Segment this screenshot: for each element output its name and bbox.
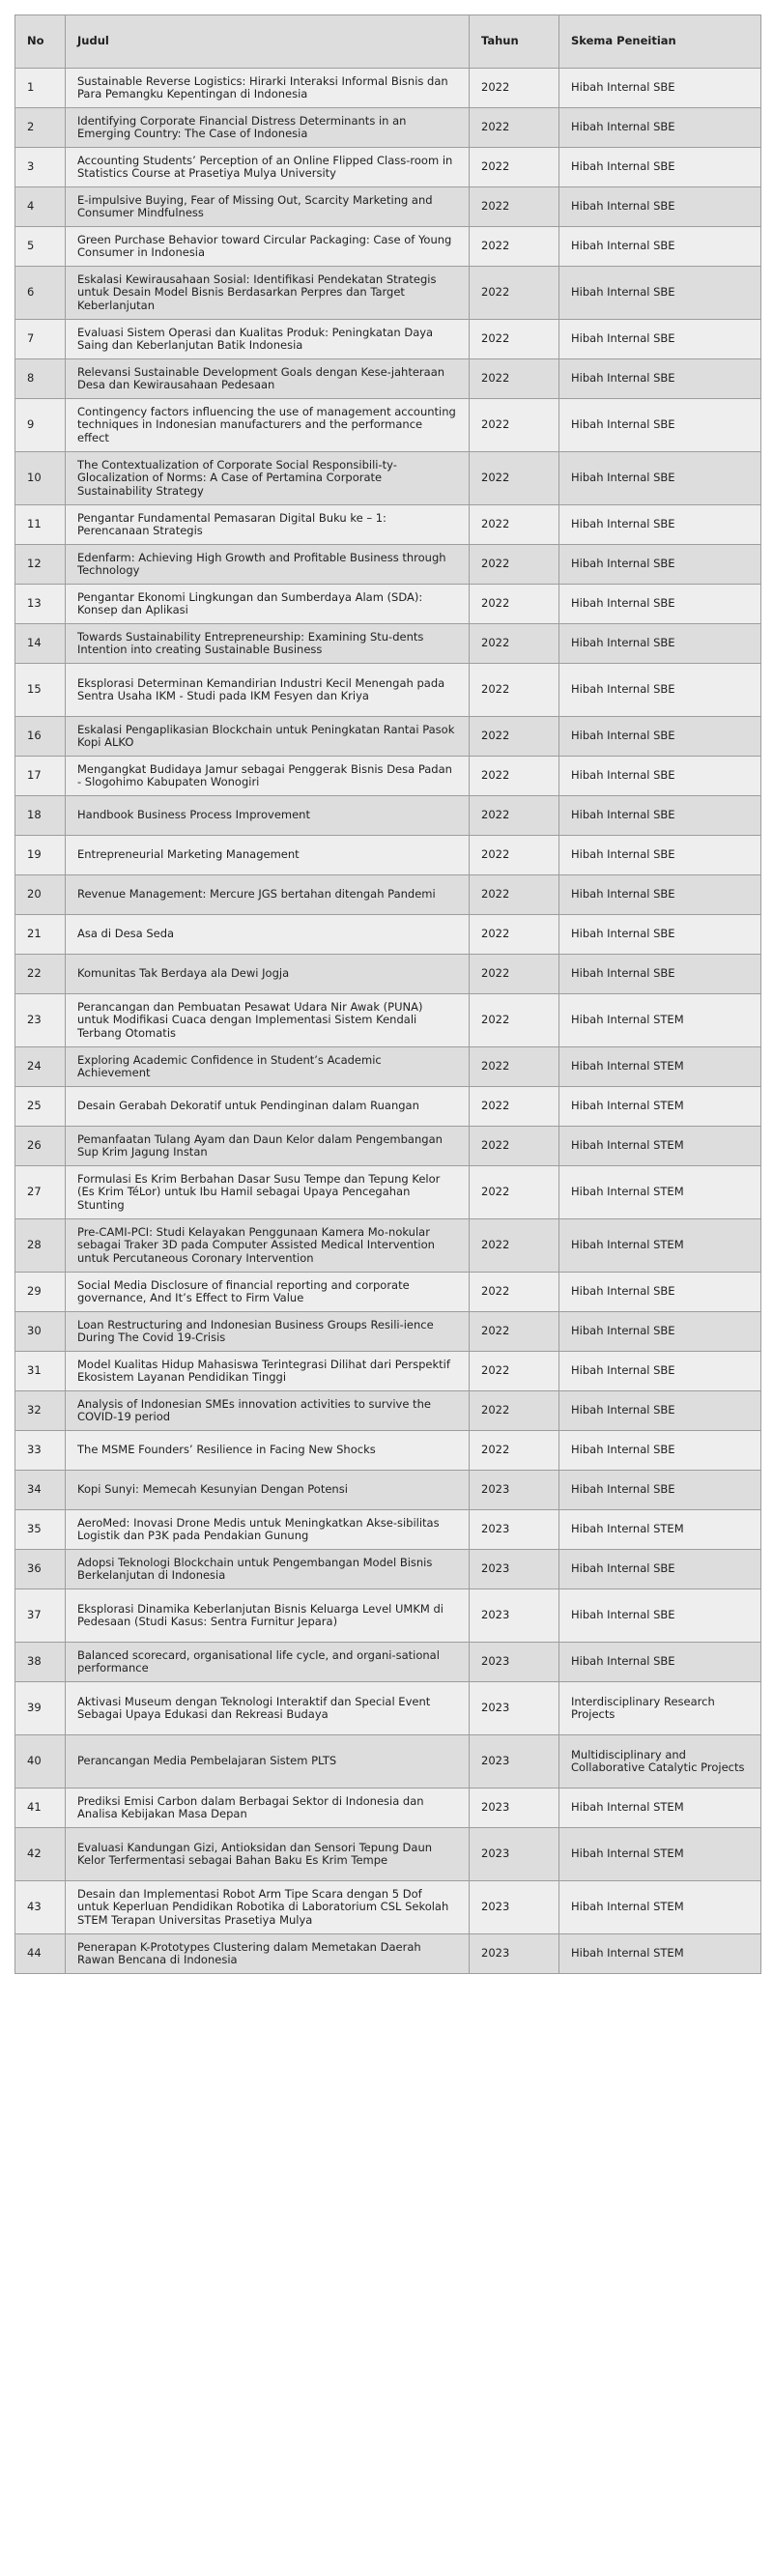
cell-skema: Hibah Internal SBE xyxy=(559,875,761,915)
cell-no: 13 xyxy=(15,585,66,624)
cell-tahun: 2023 xyxy=(470,1828,559,1881)
cell-no: 16 xyxy=(15,717,66,757)
cell-skema: Hibah Internal SBE xyxy=(559,955,761,994)
cell-skema: Hibah Internal SBE xyxy=(559,757,761,796)
table-row xyxy=(15,1352,761,1391)
table-row xyxy=(15,320,761,359)
cell-no: 6 xyxy=(15,267,66,320)
cell-no: 22 xyxy=(15,955,66,994)
cell-skema: Hibah Internal SBE xyxy=(559,320,761,359)
cell-judul: Eksplorasi Dinamika Keberlanjutan Bisnis Keluarga Level UMKM di Pedesaan (Studi Kasus: Sentra Furnitur Jepara) xyxy=(66,1589,470,1643)
cell-skema: Hibah Internal STEM xyxy=(559,994,761,1047)
table-row xyxy=(15,1431,761,1471)
cell-tahun: 2022 xyxy=(470,267,559,320)
table-row xyxy=(15,994,761,1047)
cell-skema: Hibah Internal STEM xyxy=(559,1219,761,1273)
cell-judul: Pengantar Fundamental Pemasaran Digital Buku ke – 1: Perencanaan Strategis xyxy=(66,505,470,545)
table-row xyxy=(15,1087,761,1127)
cell-tahun: 2022 xyxy=(470,915,559,955)
cell-tahun: 2022 xyxy=(470,717,559,757)
cell-judul: Edenfarm: Achieving High Growth and Profitable Business through Technology xyxy=(66,545,470,585)
table-row xyxy=(15,1219,761,1273)
cell-no: 18 xyxy=(15,796,66,836)
cell-no: 29 xyxy=(15,1273,66,1312)
cell-judul: Relevansi Sustainable Development Goals dengan Kese-jahteraan Desa dan Kewirausahaan Pedesaan xyxy=(66,359,470,399)
cell-skema: Hibah Internal SBE xyxy=(559,1352,761,1391)
research-table xyxy=(14,14,761,1974)
table-row xyxy=(15,1127,761,1166)
cell-tahun: 2022 xyxy=(470,585,559,624)
cell-judul: Formulasi Es Krim Berbahan Dasar Susu Tempe dan Tepung Kelor (Es Krim TéLor) untuk Ibu Hamil sebagai Upaya Pencegahan Stunting xyxy=(66,1166,470,1219)
cell-no: 37 xyxy=(15,1589,66,1643)
cell-tahun: 2022 xyxy=(470,1352,559,1391)
table-row xyxy=(15,1828,761,1881)
cell-skema: Hibah Internal STEM xyxy=(559,1166,761,1219)
cell-tahun: 2023 xyxy=(470,1510,559,1550)
cell-no: 27 xyxy=(15,1166,66,1219)
cell-skema: Hibah Internal SBE xyxy=(559,1391,761,1431)
cell-skema: Hibah Internal SBE xyxy=(559,227,761,267)
cell-no: 43 xyxy=(15,1881,66,1934)
cell-no: 5 xyxy=(15,227,66,267)
cell-judul: Pengantar Ekonomi Lingkungan dan Sumberdaya Alam (SDA): Konsep dan Aplikasi xyxy=(66,585,470,624)
cell-no: 2 xyxy=(15,108,66,148)
cell-no: 21 xyxy=(15,915,66,955)
table-row xyxy=(15,1273,761,1312)
cell-judul: Pre-CAMI-PCI: Studi Kelayakan Penggunaan Kamera Mo-nokular sebagai Traker 3D pada Computer Assisted Medical Intervention untuk Percutaneous Coronary Intervention xyxy=(66,1219,470,1273)
cell-skema: Hibah Internal SBE xyxy=(559,1431,761,1471)
cell-judul: Asa di Desa Seda xyxy=(66,915,470,955)
cell-judul: Accounting Students’ Perception of an Online Flipped Class-room in Statistics Course at Prasetiya Mulya University xyxy=(66,148,470,187)
table-row xyxy=(15,796,761,836)
cell-tahun: 2022 xyxy=(470,994,559,1047)
table-row xyxy=(15,1047,761,1087)
cell-tahun: 2023 xyxy=(470,1471,559,1510)
cell-tahun: 2022 xyxy=(470,545,559,585)
cell-skema: Hibah Internal SBE xyxy=(559,1589,761,1643)
cell-no: 30 xyxy=(15,1312,66,1352)
cell-judul: Sustainable Reverse Logistics: Hirarki Interaksi Informal Bisnis dan Para Pemangku Kepentingan di Indonesia xyxy=(66,69,470,108)
cell-tahun: 2022 xyxy=(470,452,559,505)
cell-tahun: 2023 xyxy=(470,1682,559,1735)
cell-judul: AeroMed: Inovasi Drone Medis untuk Meningkatkan Akse-sibilitas Logistik dan P3K pada Pendakian Gunung xyxy=(66,1510,470,1550)
cell-judul: Komunitas Tak Berdaya ala Dewi Jogja xyxy=(66,955,470,994)
cell-tahun: 2022 xyxy=(470,399,559,452)
cell-no: 23 xyxy=(15,994,66,1047)
cell-no: 20 xyxy=(15,875,66,915)
cell-skema: Hibah Internal SBE xyxy=(559,148,761,187)
cell-skema: Hibah Internal SBE xyxy=(559,585,761,624)
cell-judul: Loan Restructuring and Indonesian Business Groups Resili-ience During The Covid 19-Crisis xyxy=(66,1312,470,1352)
cell-no: 39 xyxy=(15,1682,66,1735)
cell-judul: E-impulsive Buying, Fear of Missing Out, Scarcity Marketing and Consumer Mindfulness xyxy=(66,187,470,227)
cell-tahun: 2022 xyxy=(470,955,559,994)
cell-no: 15 xyxy=(15,664,66,717)
cell-skema: Hibah Internal STEM xyxy=(559,1127,761,1166)
cell-no: 38 xyxy=(15,1643,66,1682)
cell-judul: Eskalasi Pengaplikasian Blockchain untuk Peningkatan Rantai Pasok Kopi ALKO xyxy=(66,717,470,757)
table-row xyxy=(15,267,761,320)
cell-no: 9 xyxy=(15,399,66,452)
cell-judul: Towards Sustainability Entrepreneurship: Examining Stu-dents Intention into creating Sustainable Business xyxy=(66,624,470,664)
cell-tahun: 2022 xyxy=(470,108,559,148)
cell-skema: Hibah Internal STEM xyxy=(559,1789,761,1828)
cell-judul: Analysis of Indonesian SMEs innovation activities to survive the COVID-19 period xyxy=(66,1391,470,1431)
cell-skema: Hibah Internal SBE xyxy=(559,624,761,664)
cell-judul: Balanced scorecard, organisational life cycle, and organi-sational performance xyxy=(66,1643,470,1682)
cell-skema: Hibah Internal SBE xyxy=(559,1273,761,1312)
cell-judul: Desain dan Implementasi Robot Arm Tipe Scara dengan 5 Dof untuk Keperluan Pendidikan Robotika di Laboratorium CSL Sekolah STEM Terapan Universitas Prasetiya Mulya xyxy=(66,1881,470,1934)
cell-skema: Hibah Internal SBE xyxy=(559,399,761,452)
cell-tahun: 2022 xyxy=(470,664,559,717)
cell-no: 32 xyxy=(15,1391,66,1431)
cell-judul: Pemanfaatan Tulang Ayam dan Daun Kelor dalam Pengembangan Sup Krim Jagung Instan xyxy=(66,1127,470,1166)
cell-judul: Model Kualitas Hidup Mahasiswa Terintegrasi Dilihat dari Perspektif Ekosistem Layanan Pendidikan Tinggi xyxy=(66,1352,470,1391)
table-row xyxy=(15,359,761,399)
cell-judul: Kopi Sunyi: Memecah Kesunyian Dengan Potensi xyxy=(66,1471,470,1510)
research-table-container xyxy=(14,14,760,1974)
cell-no: 44 xyxy=(15,1934,66,1974)
table-row xyxy=(15,545,761,585)
cell-no: 41 xyxy=(15,1789,66,1828)
cell-tahun: 2022 xyxy=(470,227,559,267)
cell-skema: Hibah Internal SBE xyxy=(559,545,761,585)
table-row xyxy=(15,1312,761,1352)
table-row xyxy=(15,148,761,187)
cell-no: 40 xyxy=(15,1735,66,1789)
table-row xyxy=(15,1391,761,1431)
header-tahun: Tahun xyxy=(470,15,559,69)
cell-no: 25 xyxy=(15,1087,66,1127)
cell-skema: Hibah Internal SBE xyxy=(559,1550,761,1589)
cell-judul: Green Purchase Behavior toward Circular Packaging: Case of Young Consumer in Indonesia xyxy=(66,227,470,267)
cell-tahun: 2023 xyxy=(470,1881,559,1934)
cell-judul: Aktivasi Museum dengan Teknologi Interaktif dan Special Event Sebagai Upaya Edukasi dan Rekreasi Budaya xyxy=(66,1682,470,1735)
table-row xyxy=(15,915,761,955)
table-body xyxy=(15,69,761,1974)
cell-tahun: 2022 xyxy=(470,1219,559,1273)
cell-skema: Hibah Internal STEM xyxy=(559,1828,761,1881)
cell-judul: Desain Gerabah Dekoratif untuk Pendinginan dalam Ruangan xyxy=(66,1087,470,1127)
cell-skema: Hibah Internal STEM xyxy=(559,1087,761,1127)
cell-skema: Hibah Internal SBE xyxy=(559,69,761,108)
cell-tahun: 2022 xyxy=(470,624,559,664)
cell-judul: Evaluasi Kandungan Gizi, Antioksidan dan Sensori Tepung Daun Kelor Terfermentasi sebagai Bahan Baku Es Krim Tempe xyxy=(66,1828,470,1881)
cell-skema: Hibah Internal SBE xyxy=(559,452,761,505)
table-row xyxy=(15,585,761,624)
cell-tahun: 2022 xyxy=(470,69,559,108)
cell-no: 42 xyxy=(15,1828,66,1881)
table-row xyxy=(15,1643,761,1682)
cell-skema: Hibah Internal SBE xyxy=(559,267,761,320)
cell-tahun: 2022 xyxy=(470,1047,559,1087)
cell-skema: Hibah Internal SBE xyxy=(559,1471,761,1510)
table-row xyxy=(15,1471,761,1510)
cell-no: 10 xyxy=(15,452,66,505)
table-row xyxy=(15,1881,761,1934)
cell-no: 1 xyxy=(15,69,66,108)
cell-no: 31 xyxy=(15,1352,66,1391)
cell-no: 14 xyxy=(15,624,66,664)
header-judul: Judul xyxy=(66,15,470,69)
cell-judul: Eskalasi Kewirausahaan Sosial: Identifikasi Pendekatan Strategis untuk Desain Model Bisnis Berdasarkan Perpres dan Target Keberlanjutan xyxy=(66,267,470,320)
table-row xyxy=(15,836,761,875)
table-row xyxy=(15,452,761,505)
cell-skema: Hibah Internal STEM xyxy=(559,1510,761,1550)
cell-tahun: 2022 xyxy=(470,1127,559,1166)
cell-no: 19 xyxy=(15,836,66,875)
table-row xyxy=(15,69,761,108)
cell-judul: Social Media Disclosure of financial reporting and corporate governance, And It’s Effect to Firm Value xyxy=(66,1273,470,1312)
table-row xyxy=(15,955,761,994)
cell-judul: Handbook Business Process Improvement xyxy=(66,796,470,836)
header-skema: Skema Peneitian xyxy=(559,15,761,69)
cell-tahun: 2023 xyxy=(470,1550,559,1589)
cell-judul: Perancangan dan Pembuatan Pesawat Udara Nir Awak (PUNA) untuk Modifikasi Cuaca dengan Implementasi Sistem Kendali Terbang Otomatis xyxy=(66,994,470,1047)
cell-judul: Identifying Corporate Financial Distress Determinants in an Emerging Country: The Case of Indonesia xyxy=(66,108,470,148)
cell-skema: Hibah Internal SBE xyxy=(559,796,761,836)
cell-tahun: 2023 xyxy=(470,1735,559,1789)
cell-skema: Hibah Internal SBE xyxy=(559,359,761,399)
cell-tahun: 2022 xyxy=(470,757,559,796)
cell-skema: Hibah Internal STEM xyxy=(559,1047,761,1087)
cell-no: 11 xyxy=(15,505,66,545)
cell-tahun: 2022 xyxy=(470,148,559,187)
cell-no: 3 xyxy=(15,148,66,187)
cell-judul: Revenue Management: Mercure JGS bertahan ditengah Pandemi xyxy=(66,875,470,915)
cell-skema: Hibah Internal SBE xyxy=(559,836,761,875)
table-row xyxy=(15,1589,761,1643)
cell-tahun: 2023 xyxy=(470,1643,559,1682)
cell-no: 24 xyxy=(15,1047,66,1087)
header-row xyxy=(15,15,761,69)
cell-skema: Hibah Internal SBE xyxy=(559,505,761,545)
cell-skema: Hibah Internal STEM xyxy=(559,1881,761,1934)
table-row xyxy=(15,1550,761,1589)
cell-skema: Hibah Internal SBE xyxy=(559,1643,761,1682)
cell-tahun: 2023 xyxy=(470,1934,559,1974)
cell-tahun: 2022 xyxy=(470,1312,559,1352)
cell-no: 33 xyxy=(15,1431,66,1471)
header-no: No xyxy=(15,15,66,69)
cell-judul: Contingency factors influencing the use of management accounting techniques in Indonesian manufacturers and the performance effect xyxy=(66,399,470,452)
cell-tahun: 2022 xyxy=(470,1166,559,1219)
cell-judul: Entrepreneurial Marketing Management xyxy=(66,836,470,875)
cell-tahun: 2022 xyxy=(470,359,559,399)
cell-no: 28 xyxy=(15,1219,66,1273)
table-row xyxy=(15,1510,761,1550)
cell-no: 26 xyxy=(15,1127,66,1166)
cell-tahun: 2022 xyxy=(470,1431,559,1471)
cell-skema: Hibah Internal SBE xyxy=(559,915,761,955)
cell-no: 7 xyxy=(15,320,66,359)
cell-skema: Hibah Internal SBE xyxy=(559,187,761,227)
table-row xyxy=(15,757,761,796)
cell-tahun: 2023 xyxy=(470,1789,559,1828)
cell-tahun: 2022 xyxy=(470,187,559,227)
cell-judul: Adopsi Teknologi Blockchain untuk Pengembangan Model Bisnis Berkelanjutan di Indonesia xyxy=(66,1550,470,1589)
cell-tahun: 2022 xyxy=(470,320,559,359)
cell-no: 12 xyxy=(15,545,66,585)
cell-tahun: 2022 xyxy=(470,836,559,875)
table-row xyxy=(15,1682,761,1735)
cell-judul: The MSME Founders’ Resilience in Facing New Shocks xyxy=(66,1431,470,1471)
cell-skema: Hibah Internal SBE xyxy=(559,717,761,757)
cell-judul: Eksplorasi Determinan Kemandirian Industri Kecil Menengah pada Sentra Usaha IKM - Studi pada IKM Fesyen dan Kriya xyxy=(66,664,470,717)
table-row xyxy=(15,717,761,757)
cell-tahun: 2022 xyxy=(470,1273,559,1312)
cell-skema: Hibah Internal SBE xyxy=(559,1312,761,1352)
table-row xyxy=(15,399,761,452)
table-row xyxy=(15,664,761,717)
table-row xyxy=(15,108,761,148)
cell-judul: Prediksi Emisi Carbon dalam Berbagai Sektor di Indonesia dan Analisa Kebijakan Masa Depan xyxy=(66,1789,470,1828)
cell-no: 35 xyxy=(15,1510,66,1550)
table-row xyxy=(15,1789,761,1828)
cell-tahun: 2022 xyxy=(470,505,559,545)
table-row xyxy=(15,875,761,915)
cell-judul: Perancangan Media Pembelajaran Sistem PLTS xyxy=(66,1735,470,1789)
cell-judul: The Contextualization of Corporate Social Responsibili-ty-Glocalization of Norms: A Case of Pertamina Corporate Sustainability Strategy xyxy=(66,452,470,505)
cell-no: 36 xyxy=(15,1550,66,1589)
cell-skema: Interdisciplinary Research Projects xyxy=(559,1682,761,1735)
table-row xyxy=(15,1735,761,1789)
cell-tahun: 2022 xyxy=(470,875,559,915)
table-row xyxy=(15,505,761,545)
table-row xyxy=(15,1934,761,1974)
cell-skema: Hibah Internal STEM xyxy=(559,1934,761,1974)
cell-judul: Evaluasi Sistem Operasi dan Kualitas Produk: Peningkatan Daya Saing dan Keberlanjutan Batik Indonesia xyxy=(66,320,470,359)
cell-skema: Hibah Internal SBE xyxy=(559,108,761,148)
cell-judul: Penerapan K-Prototypes Clustering dalam Memetakan Daerah Rawan Bencana di Indonesia xyxy=(66,1934,470,1974)
cell-judul: Exploring Academic Confidence in Student’s Academic Achievement xyxy=(66,1047,470,1087)
cell-no: 4 xyxy=(15,187,66,227)
cell-tahun: 2022 xyxy=(470,796,559,836)
table-row xyxy=(15,187,761,227)
cell-no: 8 xyxy=(15,359,66,399)
cell-skema: Hibah Internal SBE xyxy=(559,664,761,717)
table-row xyxy=(15,1166,761,1219)
cell-skema: Multidisciplinary and Collaborative Catalytic Projects xyxy=(559,1735,761,1789)
table-header xyxy=(15,15,761,69)
table-row xyxy=(15,624,761,664)
cell-no: 17 xyxy=(15,757,66,796)
cell-no: 34 xyxy=(15,1471,66,1510)
cell-judul: Mengangkat Budidaya Jamur sebagai Penggerak Bisnis Desa Padan - Slogohimo Kabupaten Wonogiri xyxy=(66,757,470,796)
table-row xyxy=(15,227,761,267)
cell-tahun: 2023 xyxy=(470,1589,559,1643)
cell-tahun: 2022 xyxy=(470,1087,559,1127)
cell-tahun: 2022 xyxy=(470,1391,559,1431)
